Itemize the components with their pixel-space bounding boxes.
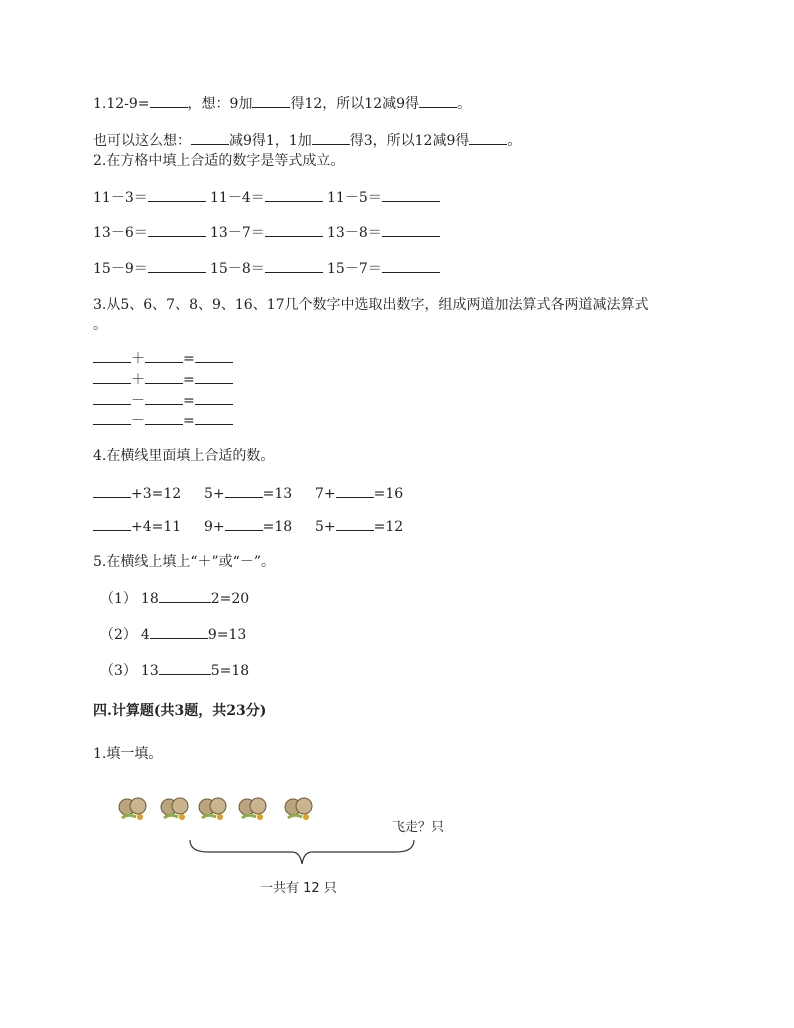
q2-row1-col1: 11－3＝ <box>93 187 206 208</box>
q5-item-1: （1） 18 2=20 <box>100 588 249 609</box>
q2-row2-col1: 13－6＝ <box>93 222 206 243</box>
butterfly-icon <box>160 796 190 824</box>
blank <box>312 130 350 145</box>
q3-title-line2: 。 <box>93 317 107 333</box>
q2-row2-col3: 13－8＝ <box>327 222 440 243</box>
q2-row3-col3: 15－7＝ <box>327 258 440 279</box>
butterfly-icon <box>284 796 314 824</box>
q1-line1: 1.12-9= ，想：9加 得12，所以12减9得 。 <box>93 93 471 114</box>
q4-title: 4.在横线里面填上合适的数。 <box>93 448 275 464</box>
total-label: 一共有 12 只 <box>260 881 337 896</box>
q5-title: 5.在横线上填上“＋”或“－”。 <box>93 554 275 570</box>
brace-icon <box>188 838 416 868</box>
q4-r2-c2: 9+ =18 <box>204 516 292 537</box>
q2-row3-col1: 15－9＝ <box>93 258 206 279</box>
blank <box>419 93 457 108</box>
butterfly-icon <box>118 796 148 824</box>
q3-title-line1: 3.从5、6、7、8、9、16、17几个数字中选取出数字，组成两道加法算式各两道减法算式 <box>93 297 649 313</box>
q3-eq-4: － = <box>93 410 233 431</box>
q4-r2-c1: +4=11 <box>93 516 181 537</box>
q4-r2-c3: 5+ =12 <box>315 516 403 537</box>
q4-r1-c3: 7+ =16 <box>315 483 403 504</box>
q3-eq-2: ＋ = <box>93 369 233 390</box>
butterfly-icon <box>238 796 268 824</box>
s4-q1-title: 1.填一填。 <box>93 746 163 762</box>
fly-away-label: 飞走？只 <box>392 820 445 835</box>
blank <box>191 130 229 145</box>
butterfly-icon <box>198 796 228 824</box>
q4-r1-c2: 5+ =13 <box>204 483 292 504</box>
q2-row2-col2: 13－7＝ <box>210 222 323 243</box>
blank <box>252 93 290 108</box>
blank <box>469 130 507 145</box>
blank <box>150 93 188 108</box>
q2-title: 2.在方格中填上合适的数字是等式成立。 <box>93 153 345 169</box>
q4-r1-c1: +3=12 <box>93 483 181 504</box>
q5-item-2: （2） 4 9=13 <box>100 624 246 645</box>
q3-eq-3: － = <box>93 390 233 411</box>
q1-line2: 也可以这么想： 减9得1，1加 得3，所以12减9得 。 <box>93 130 521 151</box>
section-heading: 四.计算题(共3题，共23分) <box>93 703 267 719</box>
q2-row1-col3: 11－5＝ <box>327 187 440 208</box>
q5-item-3: （3） 13 5=18 <box>100 660 249 681</box>
q2-row1-col2: 11－4＝ <box>210 187 323 208</box>
q3-eq-1: ＋ = <box>93 348 233 369</box>
q2-row3-col2: 15－8＝ <box>210 258 323 279</box>
